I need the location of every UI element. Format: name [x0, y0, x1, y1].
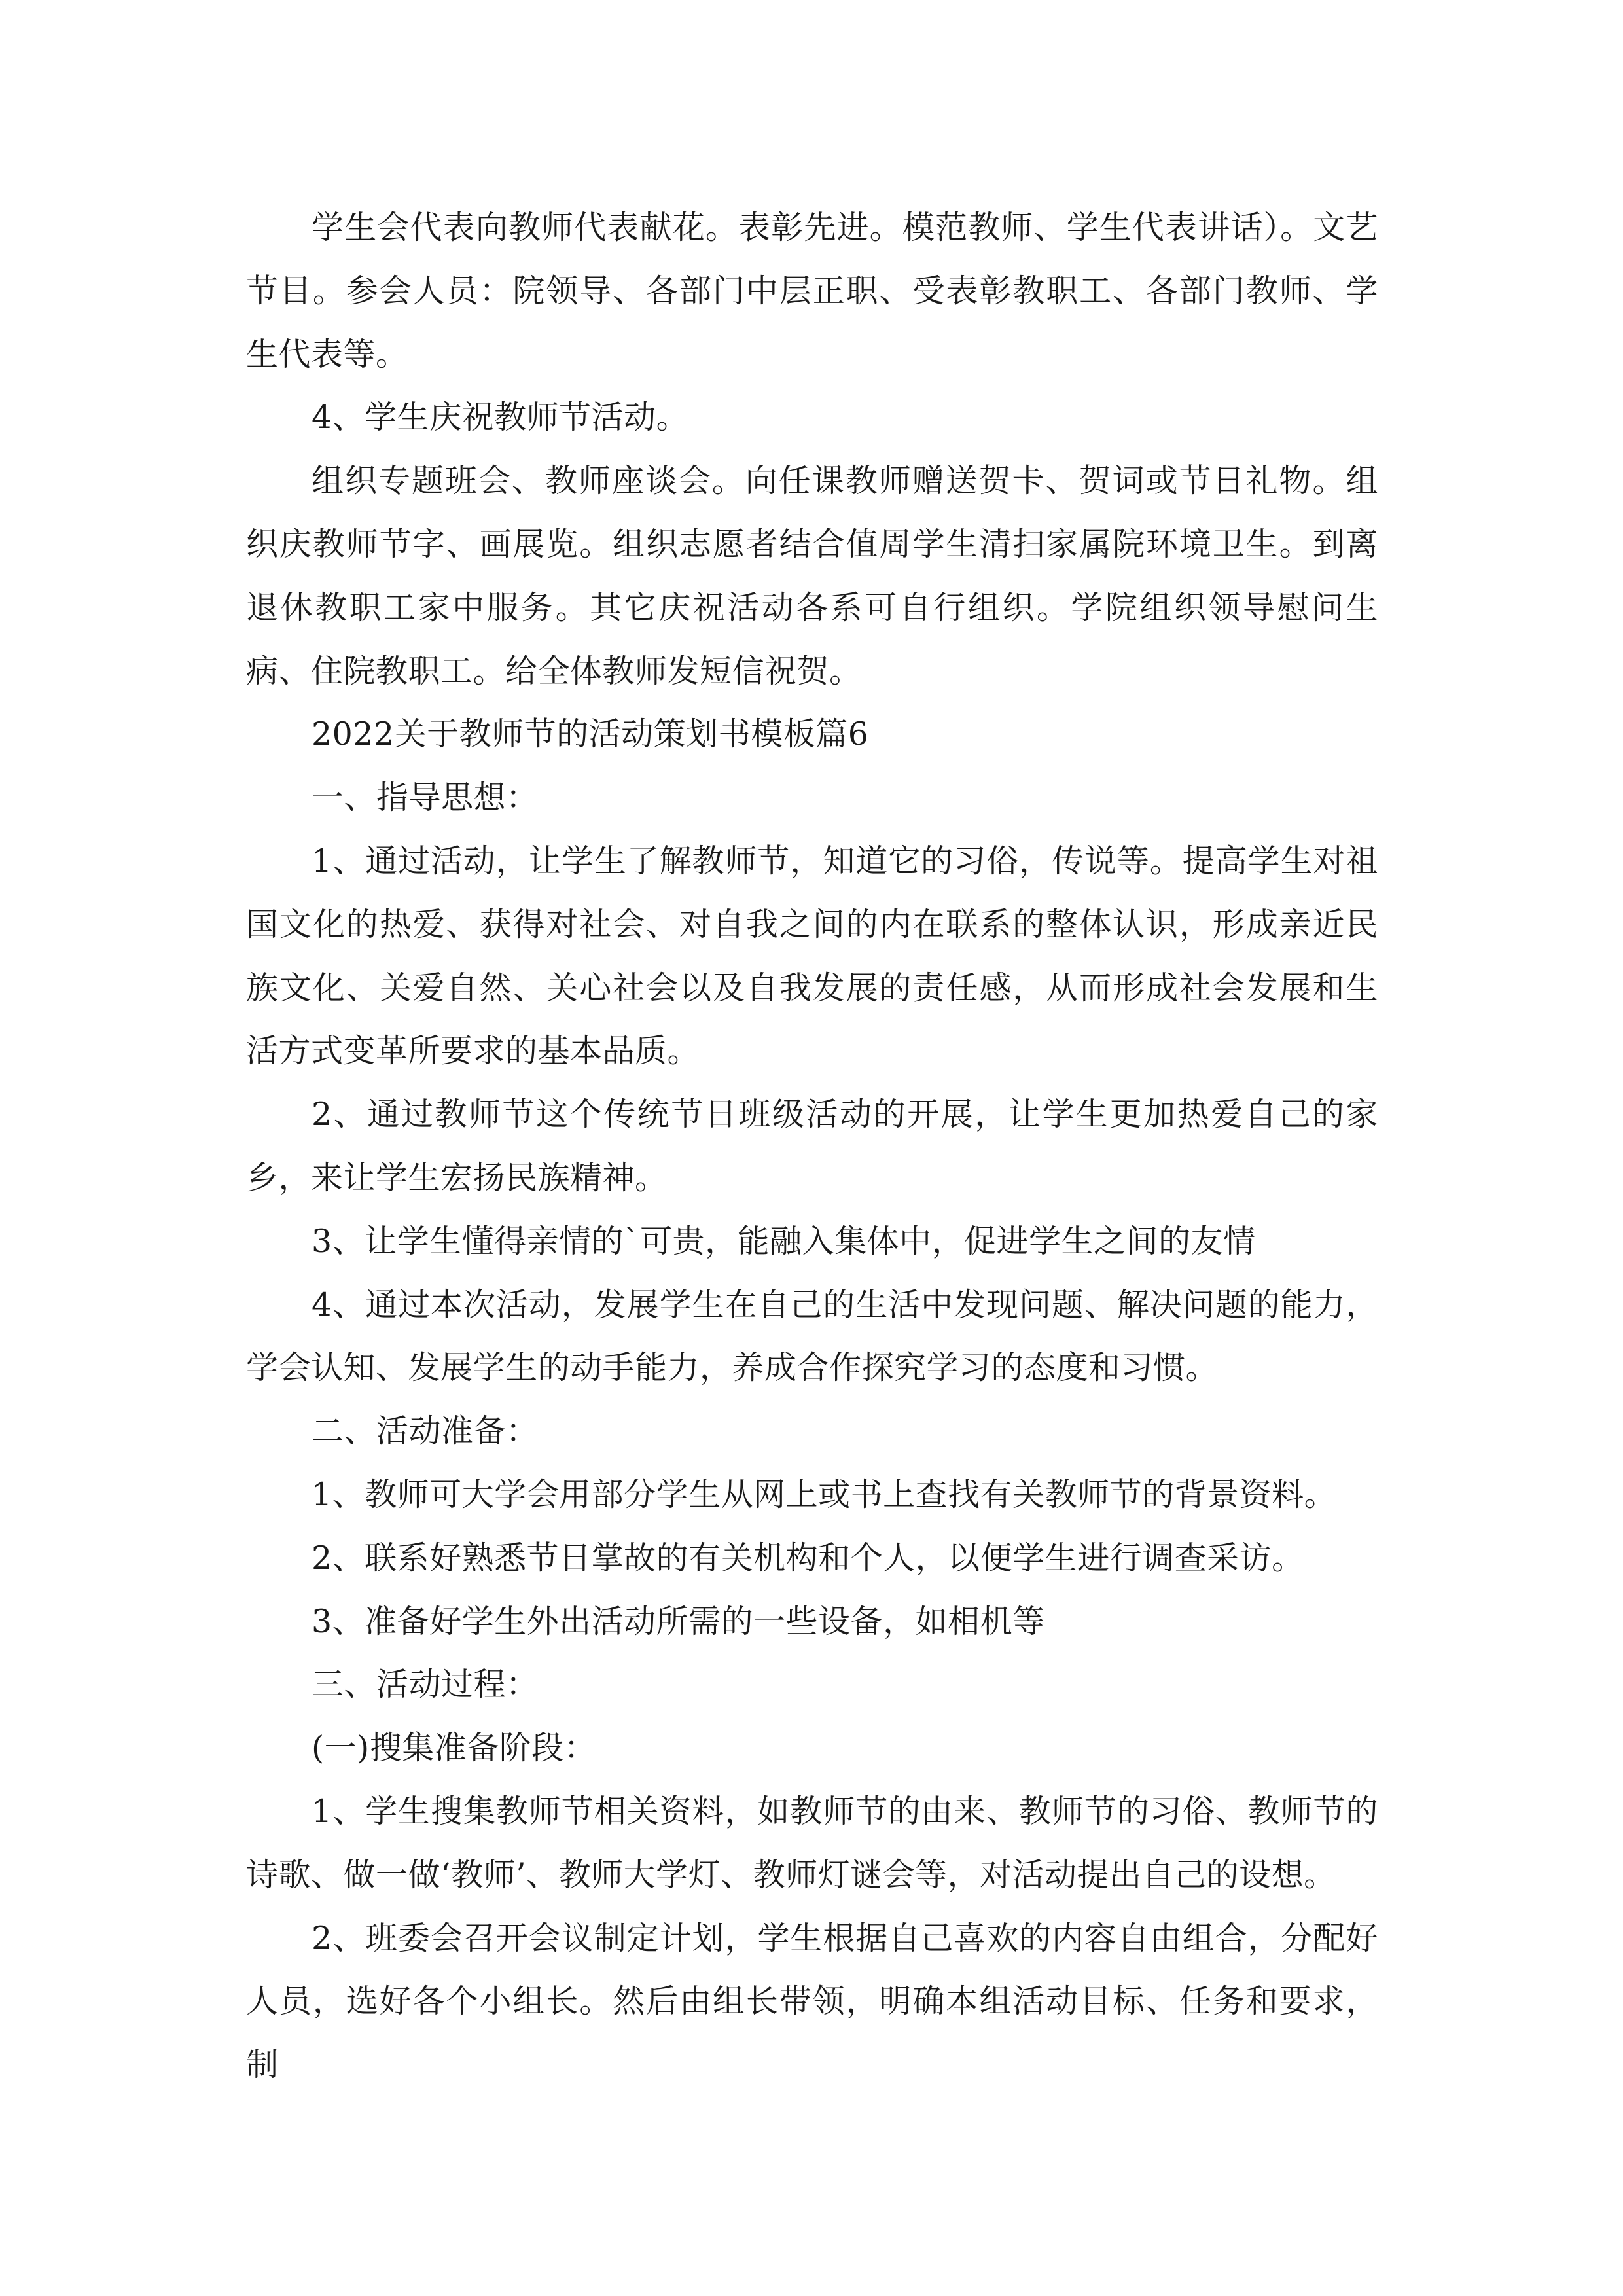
paragraph: 2、联系好熟悉节日掌故的有关机构和个人，以便学生进行调查采访。	[312, 1539, 1304, 1577]
paragraph: 4、通过本次活动，发展学生在自己的生活中发现问题、解决问题的能力，学会认知、发展学生的动手能力，养成合作探究学习的态度和习惯。	[246, 1285, 1378, 1387]
paragraph: 3、让学生懂得亲情的`可贵，能融入集体中，促进学生之间的友情	[312, 1222, 1256, 1260]
paragraph: 1、学生搜集教师节相关资料，如教师节的由来、教师节的习俗、教师节的诗歌、做一做‘教师’、教师大学灯、教师灯谜会等，对活动提出自己的设想。	[246, 1792, 1378, 1893]
paragraph: 4、学生庆祝教师节活动。	[312, 399, 689, 437]
document-body	[246, 196, 1378, 2097]
heading: 三、活动过程：	[312, 1666, 539, 1704]
paragraph: 2、通过教师节这个传统节日班级活动的开展，让学生更加热爱自己的家乡，来让学生宏扬民族精神。	[246, 1096, 1378, 1196]
paragraph: 学生会代表向教师代表献花。表彰先进。模范教师、学生代表讲话）。文艺节目。参会人员：院领导、各部门中层正职、受表彰教职工、各部门教师、学生代表等。	[246, 209, 1378, 373]
paragraph: 2、班委会召开会议制定计划，学生根据自己喜欢的内容自由组合，分配好人员，选好各个小组长。然后由组长带领，明确本组活动目标、任务和要求，制	[246, 1919, 1378, 2084]
paragraph: 组织专题班会、教师座谈会。向任课教师赠送贺卡、贺词或节日礼物。组织庆教师节字、画展览。组织志愿者结合值周学生清扫家属院环境卫生。到离退休教职工家中服务。其它庆祝活动各系可自行组织。学院组织领导慰问生病、住院教职工。给全体教师发短信祝贺。	[246, 462, 1378, 690]
section-title: 2022关于教师节的活动策划书模板篇6	[312, 715, 869, 753]
heading: 二、活动准备：	[312, 1412, 539, 1450]
paragraph: 1、通过活动，让学生了解教师节，知道它的习俗，传说等。提高学生对祖国文化的热爱、获得对社会、对自我之间的内在联系的整体认识，形成亲近民族文化、关爱自然、关心社会以及自我发展的责任感，从而形成社会发展和生活方式变革所要求的基本品质。	[246, 842, 1378, 1070]
subheading: (一)搜集准备阶段：	[312, 1729, 597, 1767]
paragraph: 1、教师可大学会用部分学生从网上或书上查找有关教师节的背景资料。	[312, 1475, 1337, 1513]
heading: 一、指导思想：	[312, 779, 539, 817]
paragraph: 3、准备好学生外出活动所需的一些设备，如相机等	[312, 1602, 1045, 1640]
